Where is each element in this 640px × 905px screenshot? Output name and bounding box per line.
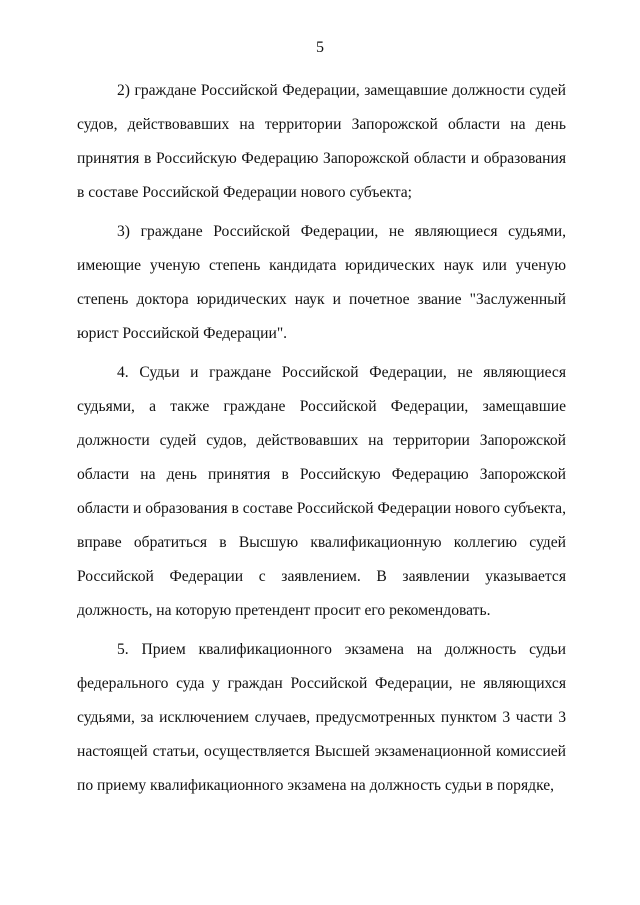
page-number: 5 <box>316 39 324 56</box>
paragraph-item-3: 3) граждане Российской Федерации, не являющиеся судьями, имеющие ученую степень кандидата юридических наук или ученую степень доктора юридических наук и почетное звание "Заслуженный юрист Российской Федерации". <box>77 223 566 342</box>
document-body <box>77 74 566 808</box>
paragraph-part-4: 4. Судьи и граждане Российской Федерации, не являющиеся судьями, а также граждане Российской Федерации, замещавшие должности судей судов, действовавших на территории Запорожской области на день принятия в Российскую Федерацию Запорожской области и образования в составе Российской Федерации нового субъекта, вправе обратиться в Высшую квалификационную коллегию судей Российской Федерации с заявлением. В заявлении указывается должность, на которую претендент просит его рекомендовать. <box>77 364 566 619</box>
paragraph-part-5: 5. Прием квалификационного экзамена на должность судьи федерального суда у граждан Российской Федерации, не являющихся судьями, за исключением случаев, предусмотренных пунктом 3 части 3 настоящей статьи, осуществляется Высшей экзаменационной комиссией по приему квалификационного экзамена на должность судьи в порядке, <box>77 641 566 794</box>
paragraph-item-2: 2) граждане Российской Федерации, замещавшие должности судей судов, действовавших на территории Запорожской области на день принятия в Российскую Федерацию Запорожской области и образования в составе Российской Федерации нового субъекта; <box>77 82 566 201</box>
